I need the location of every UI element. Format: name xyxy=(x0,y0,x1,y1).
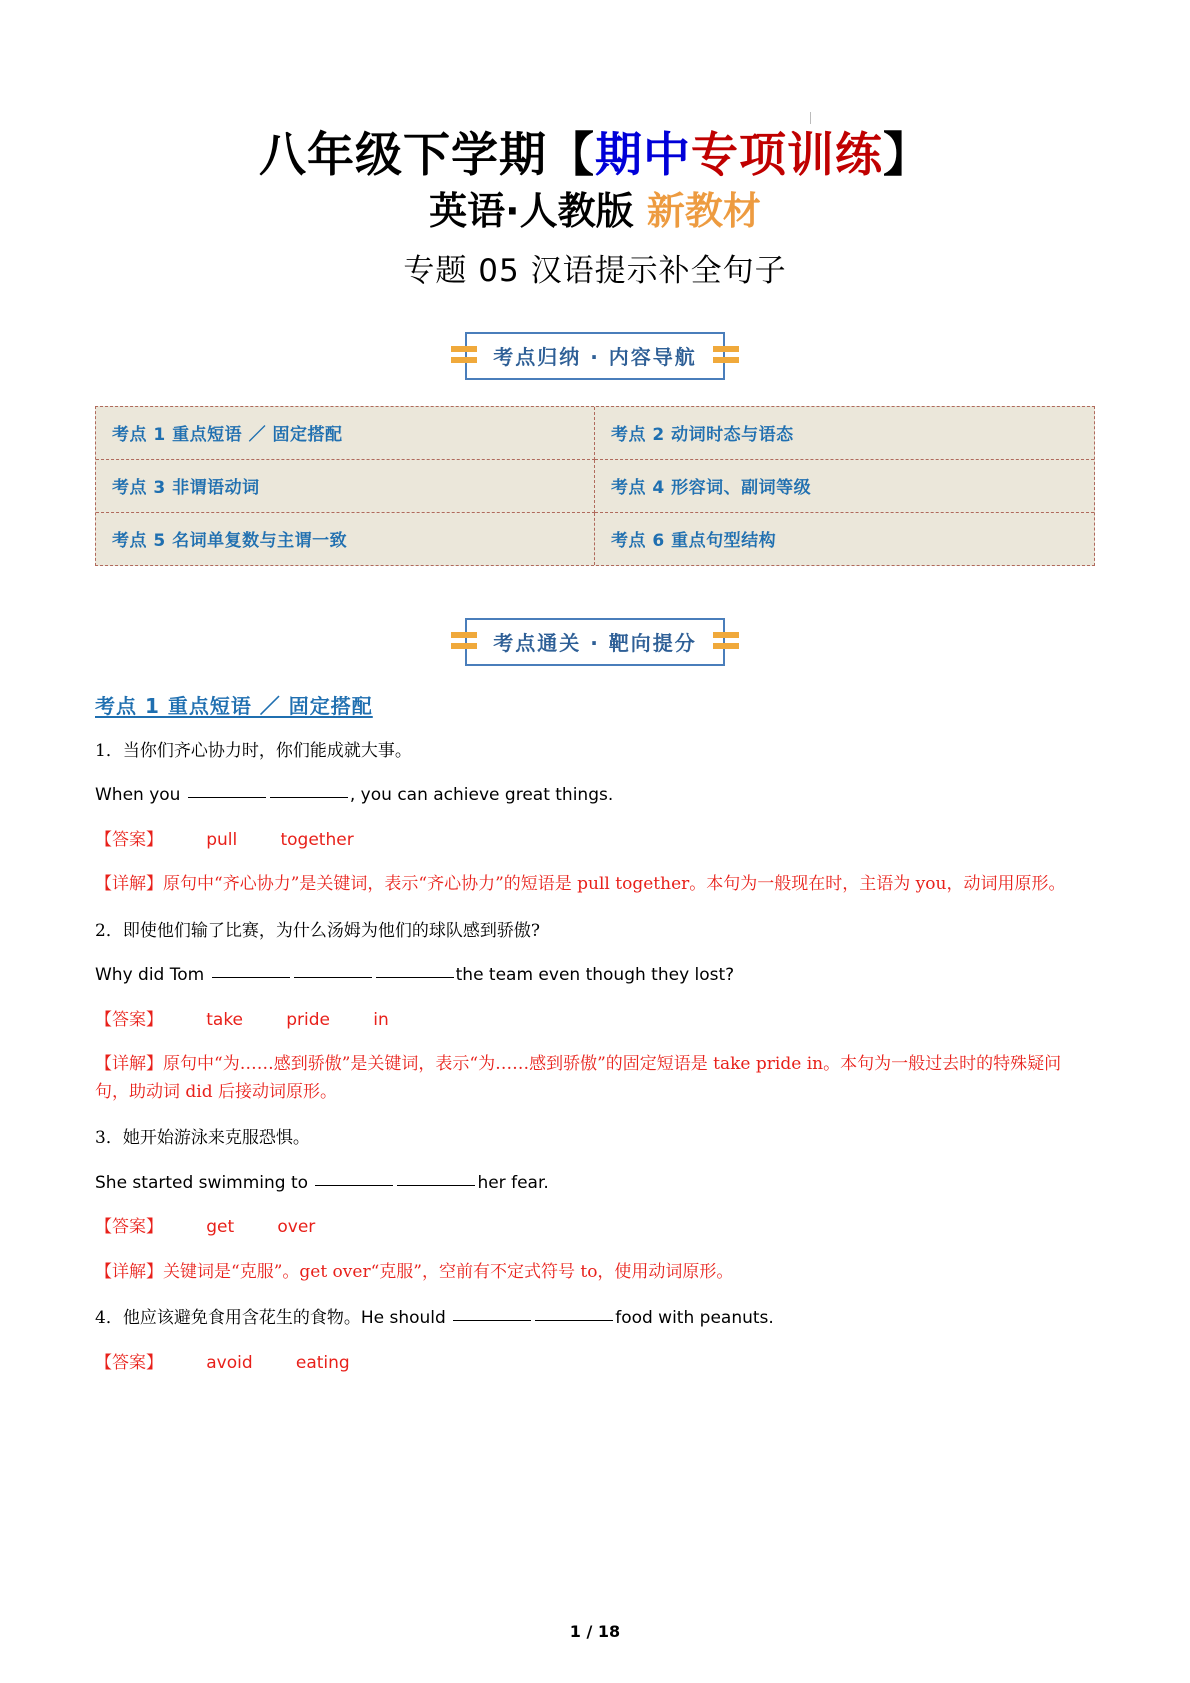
answer-blank[interactable] xyxy=(397,1185,475,1186)
subject-line xyxy=(95,187,1095,236)
nav-item-4[interactable]: 考点 4 形容词、副词等级 xyxy=(595,460,1094,513)
main-title-part2: 期中 xyxy=(595,128,691,183)
main-title-part1: 八年级下学期【 xyxy=(259,128,595,183)
question-3-en-before: She started swimming to xyxy=(95,1172,314,1193)
question-3-explanation xyxy=(95,1259,1095,1287)
question-3-answer xyxy=(95,1215,1095,1241)
question-2-chinese xyxy=(95,919,1095,945)
question-3-en-after: her fear. xyxy=(477,1172,549,1193)
question-1-explanation xyxy=(95,871,1095,899)
edition-label: 新教材 xyxy=(646,189,761,234)
question-3-answer-text: get over xyxy=(163,1217,316,1238)
banner-row-navigation xyxy=(95,332,1095,380)
question-1-chinese-text: 当你们齐心协力时，你们能成就大事。 xyxy=(122,740,412,761)
equals-mark-icon-left-2 xyxy=(451,631,477,651)
banner-navigation xyxy=(465,332,725,380)
answer-label: 【答案】 xyxy=(95,1009,163,1030)
answer-blank[interactable] xyxy=(535,1320,613,1321)
equals-mark-icon-right-2 xyxy=(713,631,739,651)
nav-item-1[interactable]: 考点 1 重点短语 ／ 固定搭配 xyxy=(96,407,595,460)
question-4-answer xyxy=(95,1351,1095,1377)
equals-mark-icon-right xyxy=(713,345,739,365)
answer-blank[interactable] xyxy=(212,977,290,978)
subject-label: 英语·人教版 xyxy=(429,189,634,234)
navigation-table xyxy=(95,406,1095,566)
section-heading: 考点 1 重点短语 ／ 固定搭配 xyxy=(95,693,373,718)
question-1-answer xyxy=(95,828,1095,854)
question-3-chinese-text: 她开始游泳来克服恐惧。 xyxy=(122,1128,310,1149)
question-4-line xyxy=(95,1306,1095,1332)
question-1-en-before: When you xyxy=(95,785,186,806)
answer-blank[interactable] xyxy=(270,797,348,798)
question-2-answer-text: take pride in xyxy=(163,1009,389,1030)
banner-row-practice xyxy=(95,618,1095,666)
question-3-number: 3． xyxy=(95,1128,123,1149)
banner-practice-label: 考点通关 · 靶向提分 xyxy=(493,630,697,655)
question-3-chinese xyxy=(95,1126,1095,1152)
main-title-part4: 】 xyxy=(883,128,931,183)
question-1-number: 1． xyxy=(95,740,123,761)
main-title-part3: 专项训练 xyxy=(691,128,883,183)
question-4-en-before: He should xyxy=(360,1308,452,1329)
answer-blank[interactable] xyxy=(294,977,372,978)
question-2-english xyxy=(95,963,1095,989)
page-tick-mark xyxy=(810,112,811,124)
question-4-chinese-text: 他应该避免食用含花生的食物。 xyxy=(122,1308,361,1329)
answer-blank[interactable] xyxy=(376,977,454,978)
nav-item-3[interactable]: 考点 3 非谓语动词 xyxy=(96,460,595,513)
title-block xyxy=(95,0,1095,290)
question-4-en-after: food with peanuts. xyxy=(615,1308,774,1329)
question-2-explanation-text: 原句中“为……感到骄傲”是关键词，表示“为……感到骄傲”的固定短语是 take pride in。本句为一般过去时的特殊疑问句，助动词 did 后接动词原形。 xyxy=(95,1054,1062,1102)
question-2-number: 2． xyxy=(95,920,123,941)
question-1-chinese xyxy=(95,739,1095,765)
question-1-en-after: , you can achieve great things. xyxy=(349,785,614,806)
question-1-answer-text: pull together xyxy=(163,829,354,850)
nav-item-2[interactable]: 考点 2 动词时态与语态 xyxy=(595,407,1094,460)
banner-practice xyxy=(465,618,725,666)
banner-navigation-label: 考点归纳 · 内容导航 xyxy=(493,344,697,369)
main-title xyxy=(95,128,1095,183)
question-3-english xyxy=(95,1171,1095,1197)
question-4-number: 4． xyxy=(95,1308,123,1329)
nav-item-5[interactable]: 考点 5 名词单复数与主谓一致 xyxy=(96,513,595,565)
question-2-en-after: the team even though they lost? xyxy=(455,965,735,986)
answer-blank[interactable] xyxy=(315,1185,393,1186)
question-3-explanation-text: 关键词是“克服”。get over“克服”，空前有不定式符号 to，使用动词原形。 xyxy=(163,1261,734,1282)
nav-item-6[interactable]: 考点 6 重点句型结构 xyxy=(611,530,777,551)
answer-blank[interactable] xyxy=(188,797,266,798)
page-number: 1 / 18 xyxy=(569,1622,621,1641)
explain-label: 【详解】 xyxy=(95,1261,163,1282)
equals-mark-icon-left xyxy=(451,345,477,365)
question-2-en-before: Why did Tom xyxy=(95,965,210,986)
question-1-explanation-text: 原句中“齐心协力”是关键词，表示“齐心协力”的短语是 pull together。本句为一般现在时，主语为 you，动词用原形。 xyxy=(163,874,1066,895)
answer-label: 【答案】 xyxy=(95,1217,163,1238)
explain-label: 【详解】 xyxy=(95,874,163,895)
question-4-answer-text: avoid eating xyxy=(163,1352,350,1373)
explain-label: 【详解】 xyxy=(95,1054,163,1075)
question-2-explanation xyxy=(95,1051,1095,1106)
topic-title: 专题 05 汉语提示补全句子 xyxy=(403,252,787,289)
answer-label: 【答案】 xyxy=(95,1352,163,1373)
answer-blank[interactable] xyxy=(453,1320,531,1321)
answer-label: 【答案】 xyxy=(95,829,163,850)
question-2-chinese-text: 即使他们输了比赛，为什么汤姆为他们的球队感到骄傲? xyxy=(122,920,540,941)
question-2-answer xyxy=(95,1008,1095,1034)
question-1-english xyxy=(95,783,1095,809)
